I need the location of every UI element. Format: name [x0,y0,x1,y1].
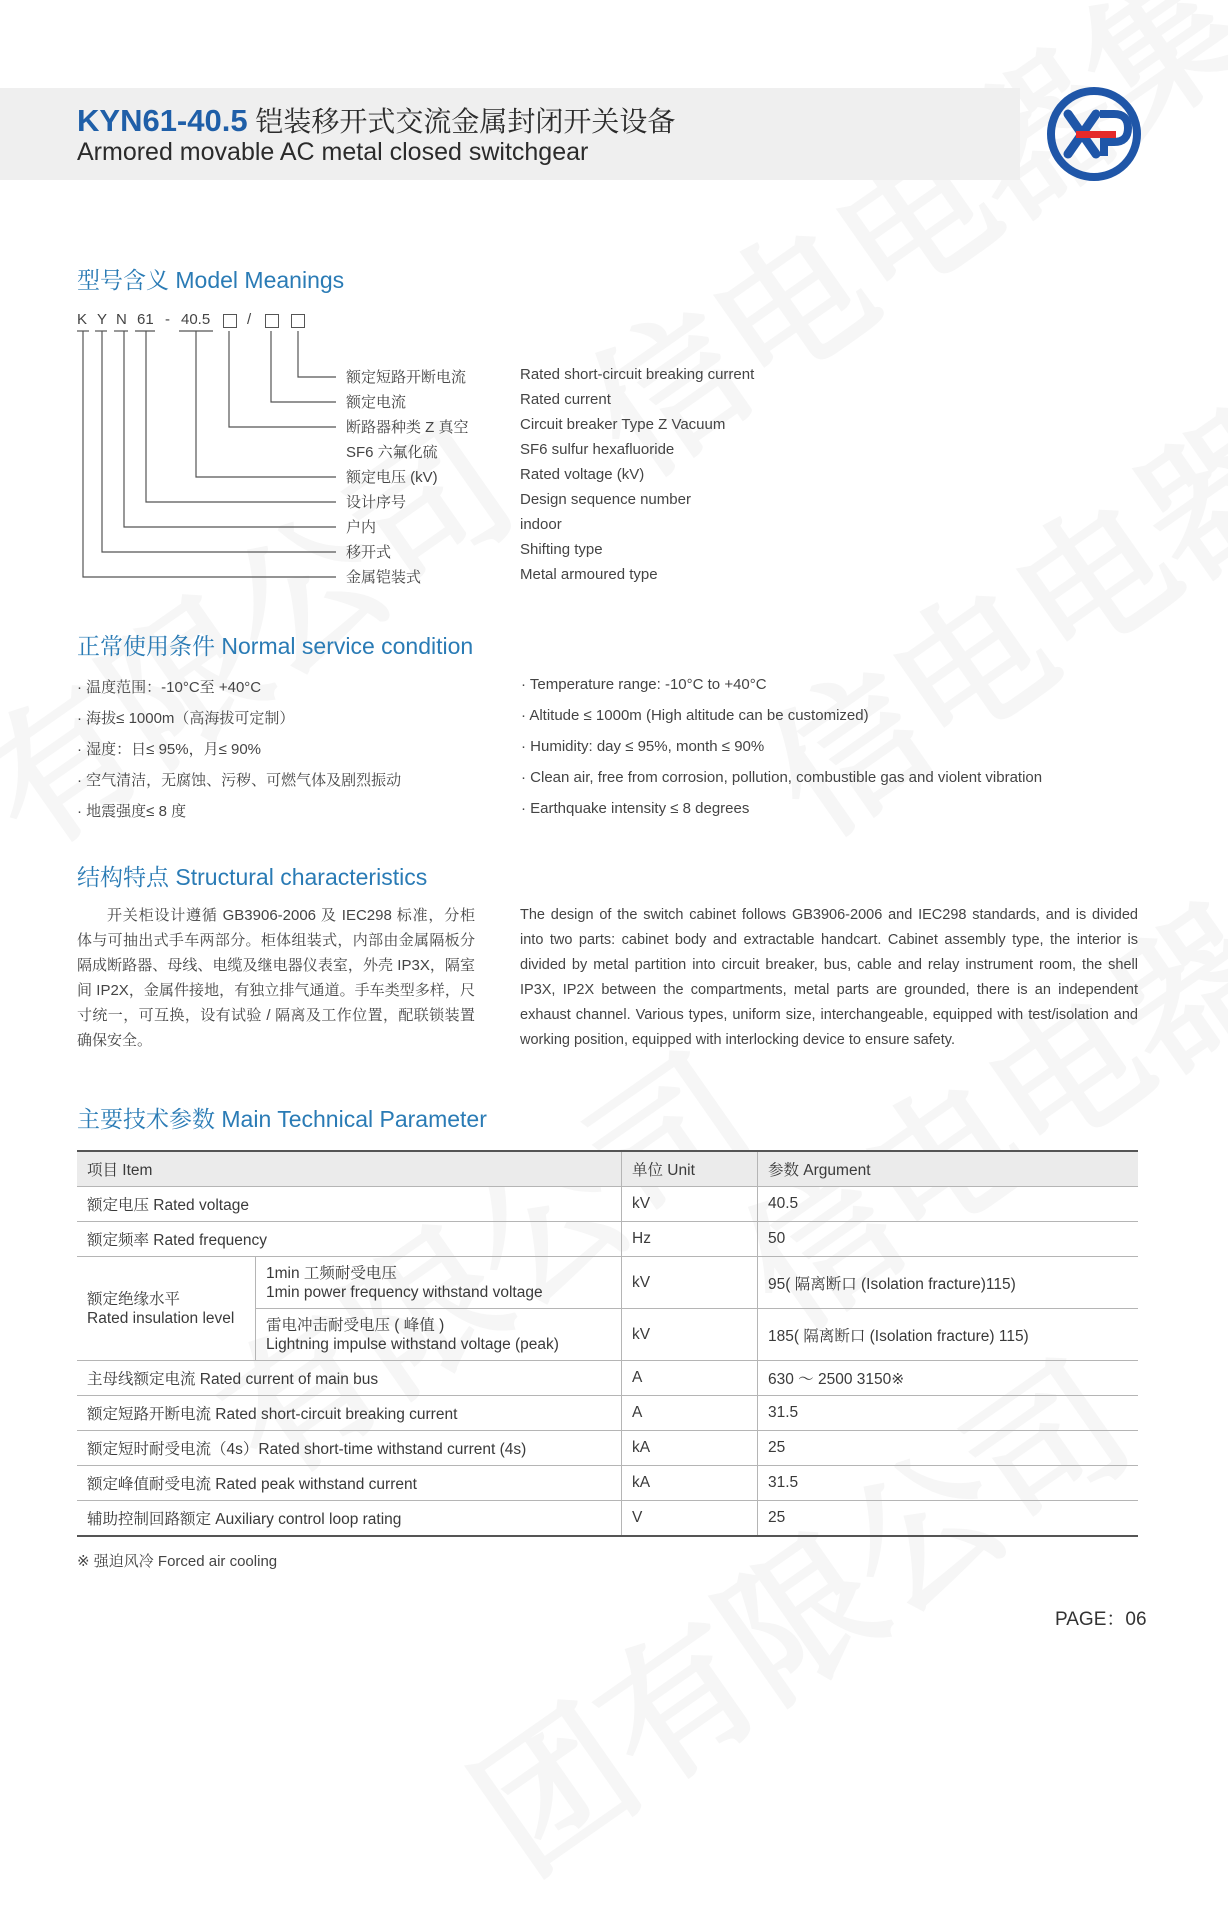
cell-argument: 50 [758,1222,1139,1257]
meaning-en-3: Circuit breaker Type Z Vacuum [520,416,726,433]
structural-text-cn: 开关柜设计遵循 GB3906-2006 及 IEC298 标准，分柜体与可抽出式手车两部分。柜体组装式，内部由金属隔板分隔成断路器、母线、电缆及继电器仪表室，外壳 IP3X，隔室间 IP2X，金属件接地，有独立排气通道。手车类型多样，尺寸统一，可互换，设有试验 / 隔离及工作位置，配联锁装置确保安全。 [77,907,475,1049]
section-title-model-meanings: 型号含义 Model Meanings [77,267,345,293]
meaning-en-8: Shifting type [520,541,603,558]
model-code: KYN61-40.5 [77,103,248,138]
company-logo-icon [1046,86,1142,182]
footnote: ※ 强迫风冷 Forced air cooling [77,1553,278,1570]
meaning-cn-2: 额定电流 [346,394,407,411]
structural-text-en: The design of the switch cabinet follows GB3906-2006 and IEC298 standards, and is divided into two parts: cabinet body and extractable handcart. Cabinet assembly type, the interior is divided by metal partition into circuit breaker, bus, cable and relay instrument room, the shell IP3X, IP2X between the compartments, metal parts are grounded, there is an independent exhaust channel. Various types, uniform size, interchangeable, equipped with test/isolation and working position, equipped with interlocking device to ensure safety. [520,907,1138,1048]
cell-unit: A [622,1361,758,1396]
cell-item: 额定电压 Rated voltage [77,1187,622,1222]
header-argument: 参数 Argument [758,1151,1139,1187]
condition-cn-5: · 地震强度≤ 8 度 [77,803,187,820]
cell-argument: 25 [758,1501,1139,1537]
insulation-group-en: Rated insulation level [87,1309,235,1327]
meaning-cn-7: 户内 [346,519,377,536]
code-slash: / [247,311,252,328]
header-unit: 单位 Unit [622,1151,758,1187]
cell-sub-item [256,1257,622,1309]
table-row [77,1501,1138,1537]
code-box-2 [265,314,279,328]
cell-insulation-group [77,1257,256,1361]
section-title-structural: 结构特点 Structural characteristics [77,864,428,890]
condition-en-4: · Clean air, free from corrosion, pollution, combustible gas and violent vibration [521,769,1043,786]
cell-unit: A [622,1396,758,1431]
meaning-en-4: SF6 sulfur hexafluoride [520,441,675,458]
condition-en-2: · Altitude ≤ 1000m (High altitude can be customized) [521,707,869,724]
table-row [77,1431,1138,1466]
condition-cn-1: · 温度范围：-10°C至 +40°C [77,679,262,696]
sub-item-cn: 雷电冲击耐受电压 ( 峰值 ) [266,1316,445,1334]
title-en: Armored movable AC metal closed switchgear [77,138,589,166]
code-k: K [77,311,88,328]
condition-cn-3: · 湿度：日≤ 95%，月≤ 90% [77,741,262,758]
meaning-cn-6: 设计序号 [346,494,407,511]
cell-unit: kV [622,1257,758,1309]
meaning-cn-8: 移开式 [346,544,392,561]
table-row [77,1257,1138,1309]
cell-argument: 40.5 [758,1187,1139,1222]
cell-unit: kA [622,1466,758,1501]
cell-item: 额定频率 Rated frequency [77,1222,622,1257]
cell-unit: kV [622,1309,758,1361]
table-row [77,1187,1138,1222]
cell-item: 额定短路开断电流 Rated short-circuit breaking current [77,1396,622,1431]
watermark [539,0,1228,515]
sub-item-en: 1min power frequency withstand voltage [266,1283,543,1301]
sub-item-cn: 1min 工频耐受电压 [266,1264,397,1282]
cell-argument: 630 ～ 2500 3150※ [758,1361,1139,1396]
table-row [77,1466,1138,1501]
meaning-cn-3: 断路器种类 Z 真空 [346,419,469,436]
cell-argument: 185( 隔离断口 (Isolation fracture) 115) [758,1309,1139,1361]
cell-item: 额定峰值耐受电流 Rated peak withstand current [77,1466,622,1501]
condition-en-5: · Earthquake intensity ≤ 8 degrees [521,800,750,817]
cell-unit: kA [622,1431,758,1466]
meaning-cn-5: 额定电压 (kV) [346,469,438,486]
code-61: 61 [137,311,154,328]
meaning-en-2: Rated current [520,391,611,408]
condition-cn-2: · 海拔≤ 1000m（高海拔可定制） [77,710,295,727]
cell-argument: 31.5 [758,1466,1139,1501]
cell-item: 主母线额定电流 Rated current of main bus [77,1361,622,1396]
meaning-en-6: Design sequence number [520,491,691,508]
code-dash: - [165,311,170,328]
technical-parameter-table [77,1150,1138,1537]
cell-unit: kV [622,1187,758,1222]
insulation-group-cn: 额定绝缘水平 [87,1290,181,1308]
code-n: N [116,311,127,328]
condition-cn-4: · 空气清洁，无腐蚀、污秽、可燃气体及剧烈振动 [77,772,402,789]
page-number: PAGE：06 [1055,1609,1147,1630]
meaning-en-9: Metal armoured type [520,566,658,583]
meaning-cn-9: 金属铠装式 [346,569,422,586]
cell-sub-item [256,1309,622,1361]
cell-argument: 25 [758,1431,1139,1466]
meaning-en-5: Rated voltage (kV) [520,466,645,483]
table-row [77,1396,1138,1431]
cell-argument: 31.5 [758,1396,1139,1431]
meaning-cn-1: 额定短路开断电流 [346,369,467,386]
cell-argument: 95( 隔离断口 (Isolation fracture)115) [758,1257,1139,1309]
header-item: 项目 Item [77,1151,622,1187]
code-box-3 [291,314,305,328]
sub-item-en: Lightning impulse withstand voltage (peak) [266,1335,559,1353]
table-header-row [77,1151,1138,1187]
code-box-1 [223,314,237,328]
cell-item: 额定短时耐受电流（4s）Rated short-time withstand current (4s) [77,1431,622,1466]
page-title [77,100,675,140]
condition-en-3: · Humidity: day ≤ 95%, month ≤ 90% [521,738,765,755]
meaning-en-1: Rated short-circuit breaking current [520,366,755,383]
section-title-service-condition: 正常使用条件 Normal service condition [77,633,474,659]
table-row [77,1361,1138,1396]
title-cn: 铠装移开式交流金属封闭开关设备 [255,106,676,137]
code-y: Y [97,311,108,328]
meaning-cn-4: SF6 六氟化硫 [346,444,438,461]
meaning-en-7: indoor [520,516,562,533]
cell-unit: V [622,1501,758,1537]
table-row [77,1222,1138,1257]
code-40-5: 40.5 [181,311,211,328]
cell-unit: Hz [622,1222,758,1257]
condition-en-1: · Temperature range: -10°C to +40°C [521,676,767,693]
cell-item: 辅助控制回路额定 Auxiliary control loop rating [77,1501,622,1537]
section-title-technical: 主要技术参数 Main Technical Parameter [77,1106,487,1132]
